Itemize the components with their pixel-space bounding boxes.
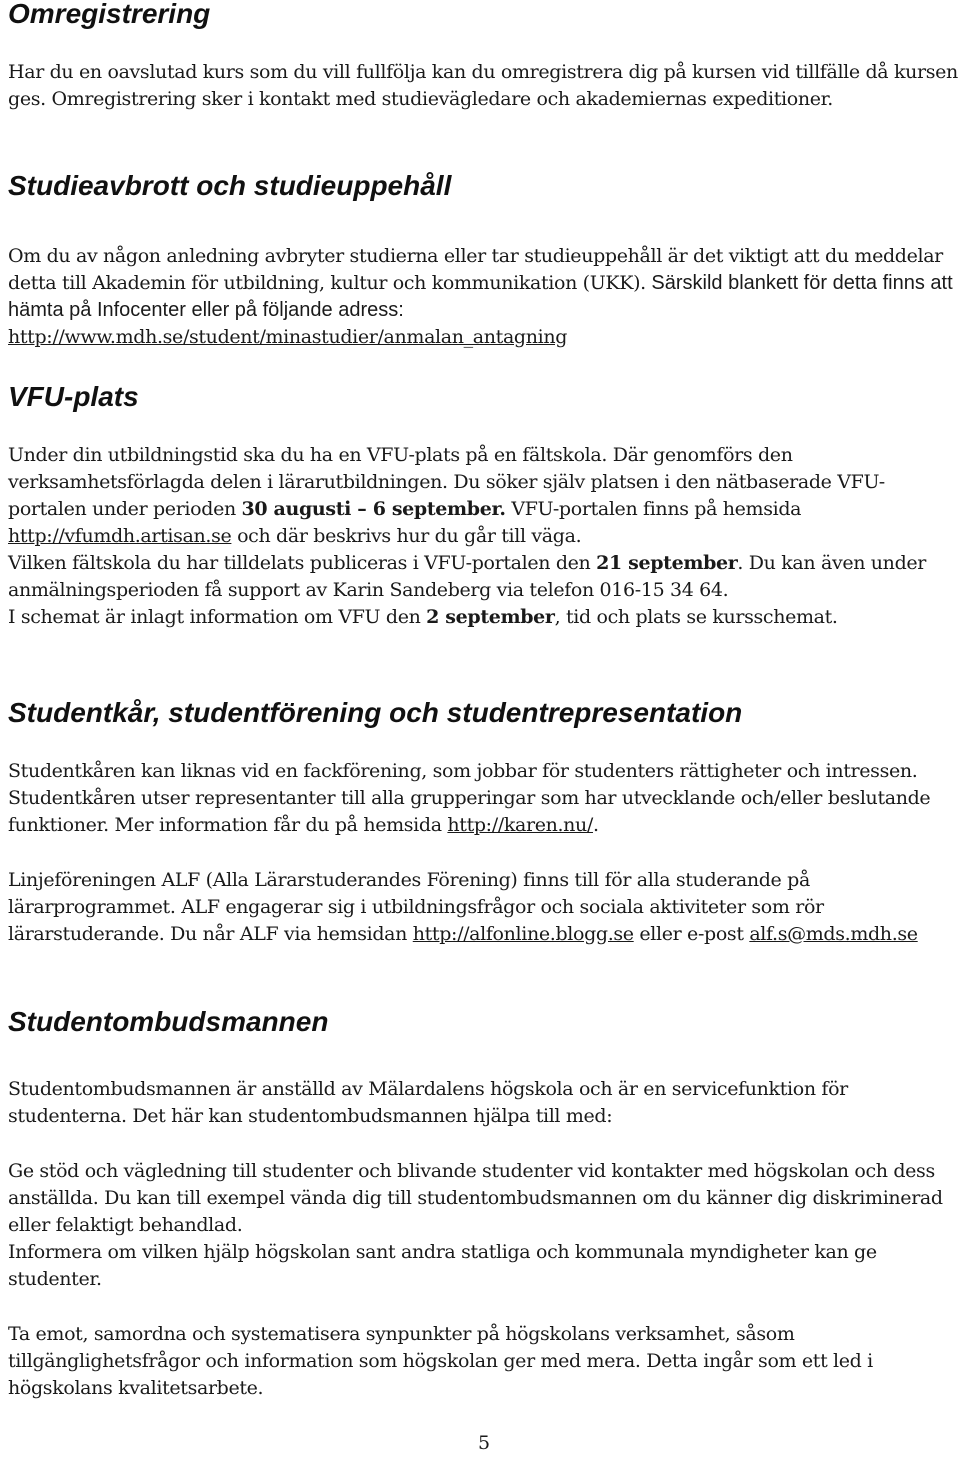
studentkar-text-2: Linjeföreningen ALF (Alla Lärarstuderandes Förening) finns till för alla studerande på lärarprogrammet. ALF engagerar sig i utbildningsfrågor och sociala aktiviteter som rör lärarstuderande. Du når ALF via hemsidan <box>8 869 824 945</box>
vfu-portal-link[interactable]: http://vfumdh.artisan.se <box>8 525 232 547</box>
vfu-text-6: I schemat är inlagt information om VFU den <box>8 606 427 628</box>
studieavbrott-text-2: Särskild blankett för detta finns att hämta på Infocenter eller på följande adress: <box>8 272 953 321</box>
vfu-text-2: VFU-portalen finns på hemsida <box>505 498 802 520</box>
studieavbrott-text <box>8 243 958 351</box>
ombud-paragraph-2: Ge stöd och vägledning till studenter och blivande studenter vid kontakter med högskolan och dess anställda. Du kan till exempel vända dig till studentombudsmannen om du känner dig diskriminerad eller felaktigt behandlad. <box>8 1160 943 1236</box>
vfu-text-4: Vilken fältskola du har tilldelats publiceras i VFU-portalen den <box>8 552 597 574</box>
vfu-text-3: och där beskrivs hur du går till väga. <box>231 525 582 547</box>
vfu-date-1: 21 september <box>596 552 738 574</box>
studentkar-text-1-end: . <box>592 814 599 836</box>
ombud-paragraph-3: Informera om vilken hjälp högskolan sant andra statliga och kommunala myndigheter kan ge studenter. <box>8 1241 877 1290</box>
studentkar-text-2-mid: eller e-post <box>633 923 750 945</box>
omregistrering-text: Har du en oavslutad kurs som du vill fullfölja kan du omregistrera dig på kursen vid tillfälle då kursen ges. Omregistrering sker i kontakt med studievägledare och akademiernas expeditioner. <box>8 61 958 110</box>
studentkar-text-1: Studentkåren kan liknas vid en fackförening, som jobbar för studenters rättigheter och intressen. Studentkåren utser representanter till alla grupperingar som har utvecklande och/eller beslutande funktioner. Mer information får du på hemsida <box>8 760 931 836</box>
vfu-text-1: Under din utbildningstid ska du ha en VFU-plats på en fältskola. Där genomförs den verksamhetsförlagda delen i lärarutbildningen. Du söker själv platsen i den nätbaserade VFU-portalen under perioden <box>8 444 885 520</box>
ombud-paragraph-1: Studentombudsmannen är anställd av Mälardalens högskola och är en servicefunktion för studenterna. Det här kan studentombudsmannen hjälpa till med: <box>8 1078 848 1127</box>
vfu-date-2: 2 september <box>426 606 555 628</box>
heading-studentombudsmannen: Studentombudsmannen <box>8 1006 329 1037</box>
vfu-text <box>8 442 958 631</box>
ombud-paragraph-4: Ta emot, samordna och systematisera synpunkter på högskolans verksamhet, såsom tillgänglighetsfrågor och information som högskolan ger med mera. Detta ingår som ett led i högskolans kvalitetsarbete. <box>8 1323 873 1399</box>
studentkar-paragraph-1 <box>8 758 958 839</box>
anmalan-link[interactable]: http://www.mdh.se/student/minastudier/anmalan_antagning <box>8 326 568 348</box>
vfu-text-5: . Du kan även under anmälningsperioden få support av Karin Sandeberg via telefon 016-15 34 64. <box>8 552 927 601</box>
heading-vfu: VFU-plats <box>8 381 139 412</box>
heading-omregistrering: Omregistrering <box>8 0 211 29</box>
alf-email-link[interactable]: alf.s@mds.mdh.se <box>749 923 918 945</box>
studentkar-paragraph-2 <box>8 867 958 948</box>
heading-studentkar: Studentkår, studentförening och studentrepresentation <box>8 697 743 728</box>
studieavbrott-text-1: Om du av någon anledning avbryter studierna eller tar studieuppehåll är det viktigt att du meddelar detta till Akademin för utbildning, kultur och kommunikation (UKK). <box>8 245 943 294</box>
karen-link[interactable]: http://karen.nu/ <box>447 814 593 836</box>
vfu-text-7: , tid och plats se kursschemat. <box>554 606 838 628</box>
vfu-period: 30 augusti – 6 september. <box>241 498 506 520</box>
alf-link[interactable]: http://alfonline.blogg.se <box>412 923 634 945</box>
heading-studieavbrott: Studieavbrott och studieuppehåll <box>8 170 452 201</box>
page-number: 5 <box>478 1432 491 1454</box>
